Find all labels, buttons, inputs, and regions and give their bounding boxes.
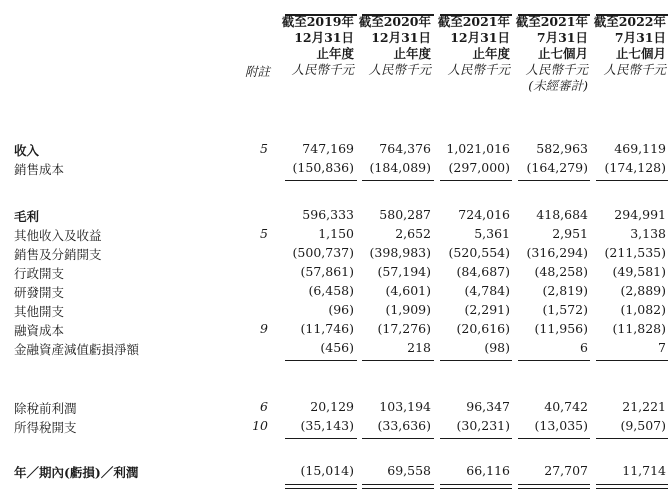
subtotal-rule — [285, 180, 357, 181]
table-row: 收入 5 747,169 764,376 1,021,016 582,963 469,119 — [14, 141, 666, 158]
subtotal-rule — [362, 438, 434, 439]
subtotal-rule — [362, 180, 434, 181]
table-row: 毛利 596,333 580,287 724,016 418,684 294,991 — [14, 207, 666, 224]
subtotal-rule — [362, 360, 434, 361]
total-double-rule — [518, 484, 590, 489]
table-row: 除稅前利潤 6 20,129 103,194 96,347 40,742 21,221 — [14, 399, 666, 416]
subtotal-rule — [440, 360, 512, 361]
subtotal-rule — [596, 438, 668, 439]
table-row: 銷售成本 (150,836) (184,089) (297,000) (164,279) (174,128) — [14, 160, 666, 177]
total-double-rule — [362, 484, 434, 489]
table-row: 其他收入及收益 5 1,150 2,652 5,361 2,951 3,138 — [14, 226, 666, 243]
column-header: 截至2021年 7月31日 止七個月 人民幣千元 (未經審計) — [515, 14, 588, 93]
subtotal-rule — [518, 438, 590, 439]
table-row: 所得稅開支 10 (35,143) (33,636) (30,231) (13,035) (9,507) — [14, 418, 666, 435]
total-double-rule — [285, 484, 357, 489]
table-row: 銷售及分銷開支 (500,737) (398,983) (520,554) (316,294) (211,535) — [14, 245, 666, 262]
subtotal-rule — [285, 360, 357, 361]
total-double-rule — [440, 484, 512, 489]
subtotal-rule — [440, 180, 512, 181]
table-row: 金融資產減值虧損淨額 (456) 218 (98) 6 7 — [14, 340, 666, 357]
subtotal-rule — [596, 180, 668, 181]
column-header: 截至2019年 12月31日 止年度 人民幣千元 — [281, 14, 354, 77]
table-row: 融資成本 9 (11,746) (17,276) (20,616) (11,956) (11,828) — [14, 321, 666, 338]
subtotal-rule — [440, 438, 512, 439]
column-header: 截至2021年 12月31日 止年度 人民幣千元 — [437, 14, 510, 77]
subtotal-rule — [285, 438, 357, 439]
table-row: 研發開支 (6,458) (4,601) (4,784) (2,819) (2,889) — [14, 283, 666, 300]
notes-header: 附註 — [244, 64, 270, 79]
table-row: 年／期內(虧損)／利潤 (15,014) 69,558 66,116 27,707 11,714 — [14, 463, 666, 480]
column-header: 截至2020年 12月31日 止年度 人民幣千元 — [358, 14, 431, 77]
table-row: 其他開支 (96) (1,909) (2,291) (1,572) (1,082) — [14, 302, 666, 319]
subtotal-rule — [518, 180, 590, 181]
subtotal-rule — [596, 360, 668, 361]
table-row: 行政開支 (57,861) (57,194) (84,687) (48,258) (49,581) — [14, 264, 666, 281]
column-header: 截至2022年 7月31日 止七個月 人民幣千元 — [593, 14, 666, 77]
total-double-rule — [596, 484, 668, 489]
subtotal-rule — [518, 360, 590, 361]
